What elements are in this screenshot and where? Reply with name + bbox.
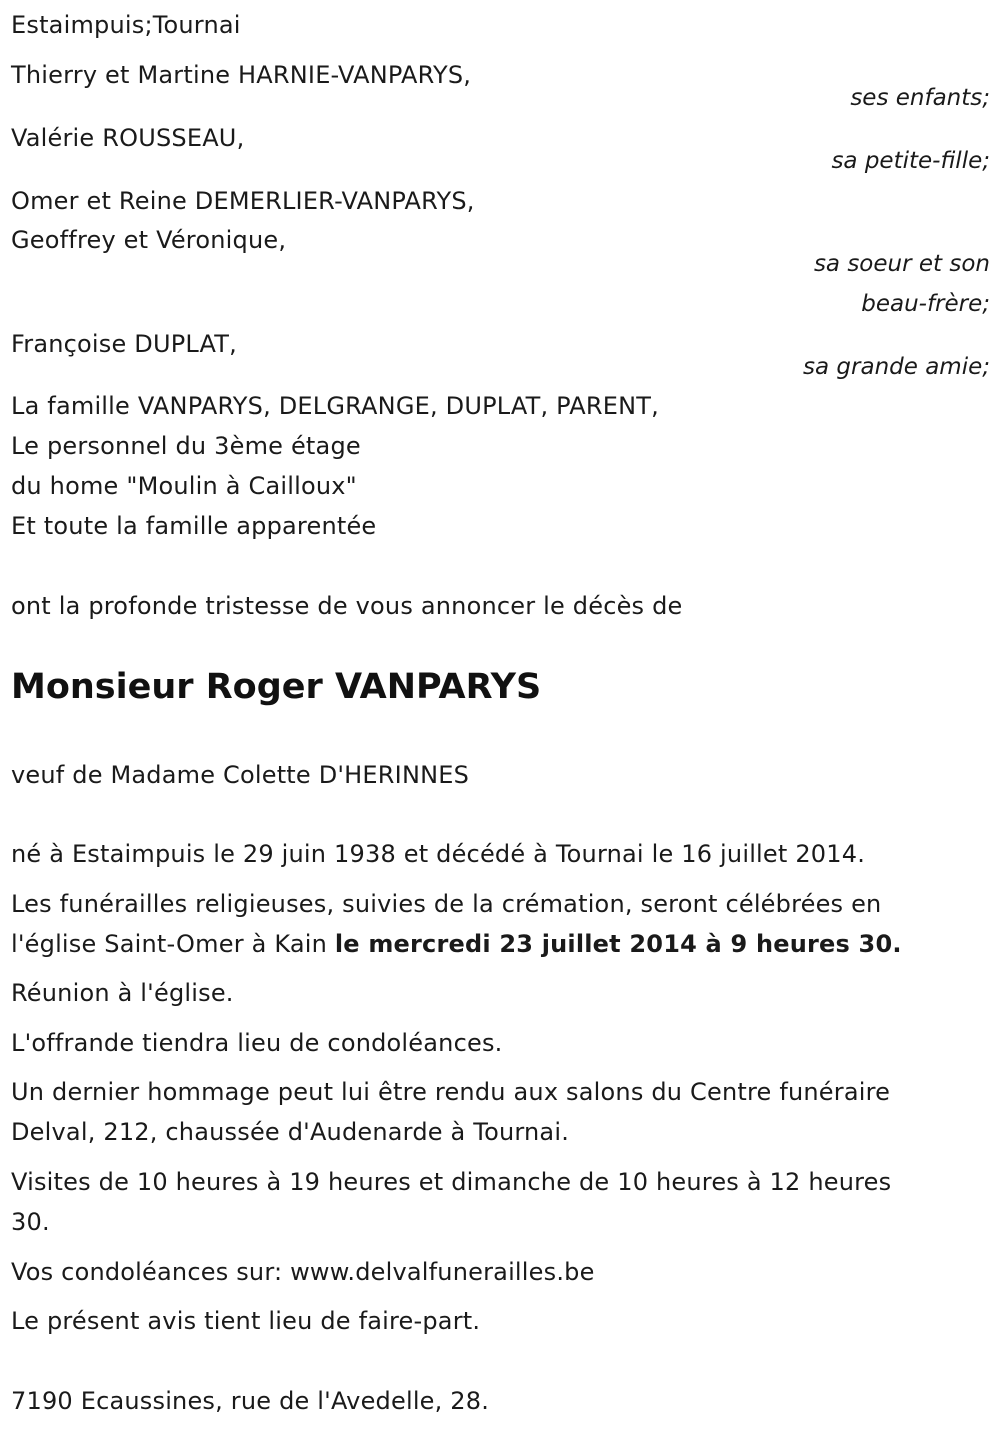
condolences-line: Vos condoléances sur: www.delvalfunerailles.be [11,1258,595,1286]
funeral-line-2 [11,924,902,964]
notice-line: Le présent avis tient lieu de faire-part. [11,1307,481,1335]
visits-line-1: Visites de 10 heures à 19 heures et dimanche de 10 heures à 12 heures [11,1168,892,1196]
offering-line: L'offrande tiendra lieu de condoléances. [11,1029,503,1057]
funeral-date: le mercredi 23 juillet 2014 à 9 heures 30. [334,930,902,958]
announcement-intro: ont la profonde tristesse de vous annoncer le décès de [11,592,683,620]
deceased-name: Monsieur Roger VANPARYS [11,667,542,707]
birth-death-line: né à Estaimpuis le 29 juin 1938 et décédé à Tournai le 16 juillet 2014. [11,840,866,868]
meeting-line: Réunion à l'église. [11,979,234,1007]
funeral-line-1: Les funérailles religieuses, suivies de la crémation, seront célébrées en [11,890,882,918]
sister-role-1: sa soeur et son [813,251,990,277]
extended-family-4: Et toute la famille apparentée [11,512,377,540]
tribute-line-2: Delval, 212, chaussée d'Audenarde à Tournai. [11,1118,570,1146]
tribute-line-1: Un dernier hommage peut lui être rendu aux salons du Centre funéraire [11,1078,891,1106]
extended-family-3: du home "Moulin à Cailloux" [11,472,357,500]
sister-role-2: beau-frère; [861,291,990,317]
extended-family-2: Le personnel du 3ème étage [11,432,361,460]
extended-family-1: La famille VANPARYS, DELGRANGE, DUPLAT, PARENT, [11,392,660,420]
location-header: Estaimpuis;Tournai [11,11,241,39]
visits-line-2: 30. [11,1208,50,1236]
granddaughter-name: Valérie ROUSSEAU, [11,124,245,152]
friend-name: Françoise DUPLAT, [11,330,237,358]
friend-role: sa grande amie; [803,354,990,380]
granddaughter-role: sa petite-fille; [831,148,990,174]
widower-line: veuf de Madame Colette D'HERINNES [11,761,470,789]
sister-names-2: Geoffrey et Véronique, [11,226,287,254]
children-role: ses enfants; [850,85,990,111]
funeral-place: l'église Saint-Omer à Kain [11,930,335,958]
address-line: 7190 Ecaussines, rue de l'Avedelle, 28. [11,1387,490,1415]
sister-names: Omer et Reine DEMERLIER-VANPARYS, [11,187,475,215]
children-names: Thierry et Martine HARNIE-VANPARYS, [11,61,472,89]
